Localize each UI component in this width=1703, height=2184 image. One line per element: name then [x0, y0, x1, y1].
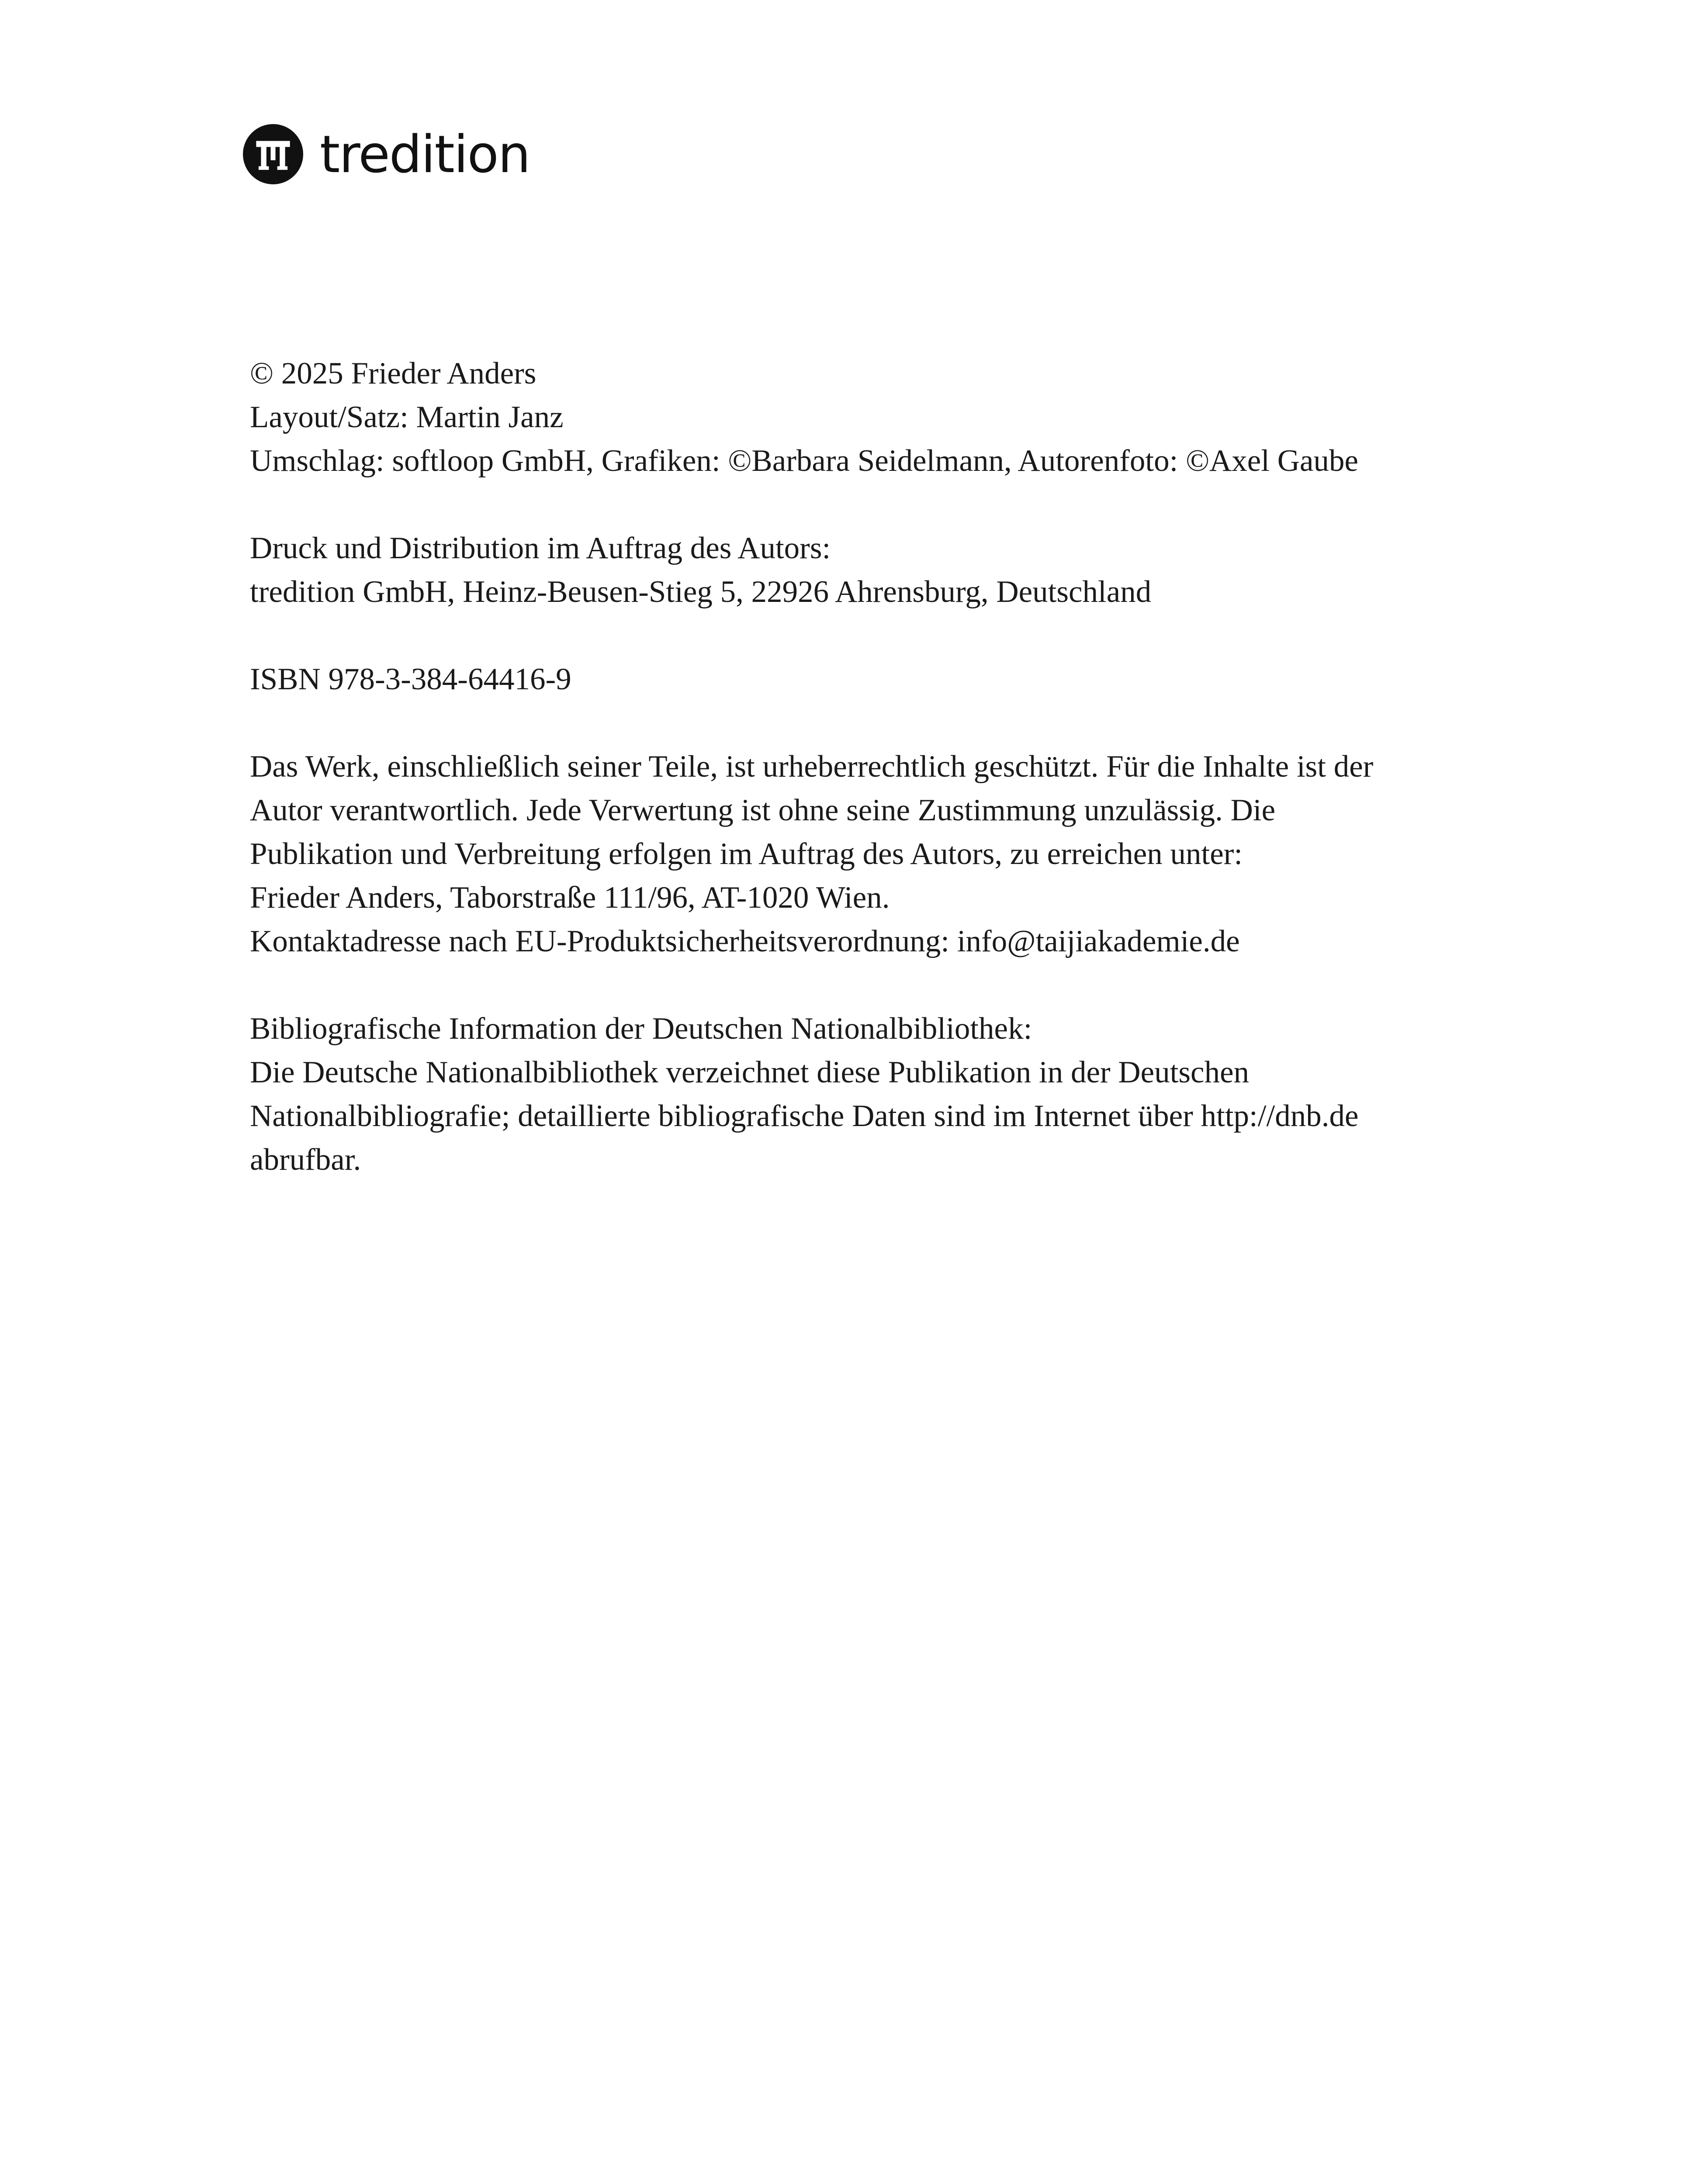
copyright-line: © 2025 Frieder Anders — [250, 356, 537, 390]
bibliographic-heading: Bibliografische Information der Deutschen Nationalbibliothek: — [250, 1012, 1032, 1046]
bibliographic-block — [250, 1007, 1587, 1182]
cover-credit-line: Umschlag: softloop GmbH, Grafiken: ©Barbara Seidelmann, Autorenfoto: ©Axel Gaube — [250, 444, 1359, 478]
publisher-logo — [243, 124, 530, 185]
bibliographic-line: Die Deutsche Nationalbibliothek verzeichnet diese Publikation in der Deutschen — [250, 1055, 1250, 1089]
publisher-address: tredition GmbH, Heinz-Beusen-Stieg 5, 22926 Ahrensburg, Deutschland — [250, 575, 1152, 609]
rights-block — [250, 745, 1587, 963]
isbn-line: ISBN 978-3-384-64416-9 — [250, 662, 571, 696]
publisher-logo-text: tredition — [320, 124, 530, 184]
bibliographic-line: abrufbar. — [250, 1143, 361, 1177]
author-address: Frieder Anders, Taborstraße 111/96, AT-1020 Wien. — [250, 881, 890, 915]
contact-line: Kontaktadresse nach EU-Produktsicherheitsverordnung: info@taijiakademie.de — [250, 924, 1240, 958]
rights-line: Das Werk, einschließlich seiner Teile, ist urheberrechtlich geschützt. Für die Inhalte ist der — [250, 750, 1374, 784]
bibliographic-line: Nationalbibliografie; detaillierte bibliografische Daten sind im Internet über http://dnb.de — [250, 1099, 1359, 1133]
copyright-block — [250, 352, 1587, 483]
layout-credit-line: Layout/Satz: Martin Janz — [250, 400, 564, 434]
tredition-t-icon — [243, 124, 303, 184]
imprint-text — [250, 352, 1587, 1225]
rights-line: Autor verantwortlich. Jede Verwertung ist ohne seine Zustimmung unzulässig. Die — [250, 793, 1276, 827]
distribution-block — [250, 526, 1587, 614]
distribution-heading: Druck und Distribution im Auftrag des Autors: — [250, 531, 831, 565]
rights-line: Publikation und Verbreitung erfolgen im Auftrag des Autors, zu erreichen unter: — [250, 837, 1243, 871]
isbn-block — [250, 657, 1587, 701]
